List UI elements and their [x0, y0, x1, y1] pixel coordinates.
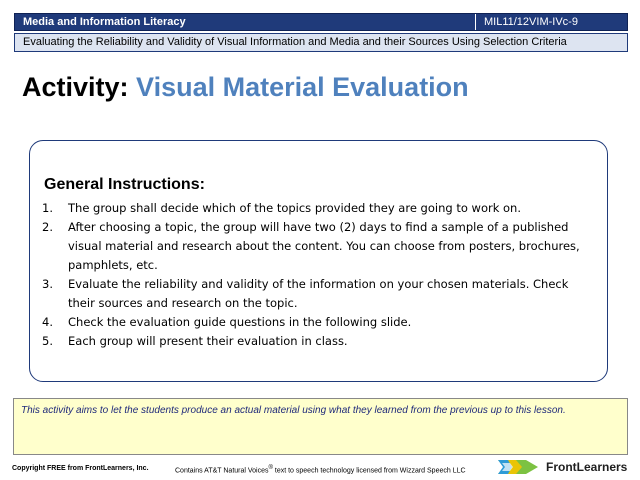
instructions-box	[29, 140, 608, 382]
footer-tts-notice	[175, 465, 466, 474]
subject-label: Media and Information Literacy	[23, 16, 186, 28]
note-text: This activity aims to let the students produce an actual material using what they learned from the previous up to this lesson.	[21, 405, 566, 416]
list-item	[30, 199, 590, 218]
lesson-subtitle: Evaluating the Reliability and Validity of Visual Information and Media and their Sources Using Selection Criteria	[14, 33, 628, 52]
list-item-text: Evaluate the reliability and validity of the information on your chosen materials. Check their sources and research on the topic.	[68, 277, 569, 310]
title-prefix: Activity:	[22, 72, 129, 102]
title-main: Visual Material Evaluation	[136, 72, 469, 102]
list-item-text: After choosing a topic, the group will have two (2) days to find a sample of a published visual material and research about the content. You can choose from posters, brochures, pamphlets, etc.	[68, 220, 580, 272]
frontlearners-logo	[496, 457, 632, 477]
list-item	[30, 313, 590, 332]
page-title	[22, 72, 469, 103]
logo-arrow-icon	[496, 457, 542, 477]
list-item-number: 3.	[42, 277, 53, 291]
tts-suffix: text to speech technology licensed from Wizzard Speech LLC	[272, 467, 466, 475]
list-item	[30, 275, 590, 313]
list-item-text: Check the evaluation guide questions in the following slide.	[68, 315, 412, 329]
registered-mark: ®	[268, 465, 273, 471]
instructions-heading: General Instructions:	[44, 176, 205, 193]
list-item-text: Each group will present their evaluation in class.	[68, 334, 348, 348]
list-item-number: 2.	[42, 220, 53, 234]
logo-text: FrontLearners	[546, 460, 628, 474]
tts-prefix: Contains AT&T Natural Voices	[175, 467, 269, 475]
header-bar	[14, 13, 628, 31]
list-item-number: 1.	[42, 201, 53, 215]
footer-copyright: Copyright FREE from FrontLearners, Inc.	[12, 465, 149, 472]
lesson-code: MIL11/12VIM-IVc-9	[475, 14, 627, 30]
list-item-number: 5.	[42, 334, 53, 348]
list-item-number: 4.	[42, 315, 53, 329]
instructions-list	[30, 199, 590, 351]
list-item-text: The group shall decide which of the topics provided they are going to work on.	[68, 201, 521, 215]
note-box	[13, 398, 628, 455]
list-item	[30, 218, 590, 275]
list-item	[30, 332, 590, 351]
